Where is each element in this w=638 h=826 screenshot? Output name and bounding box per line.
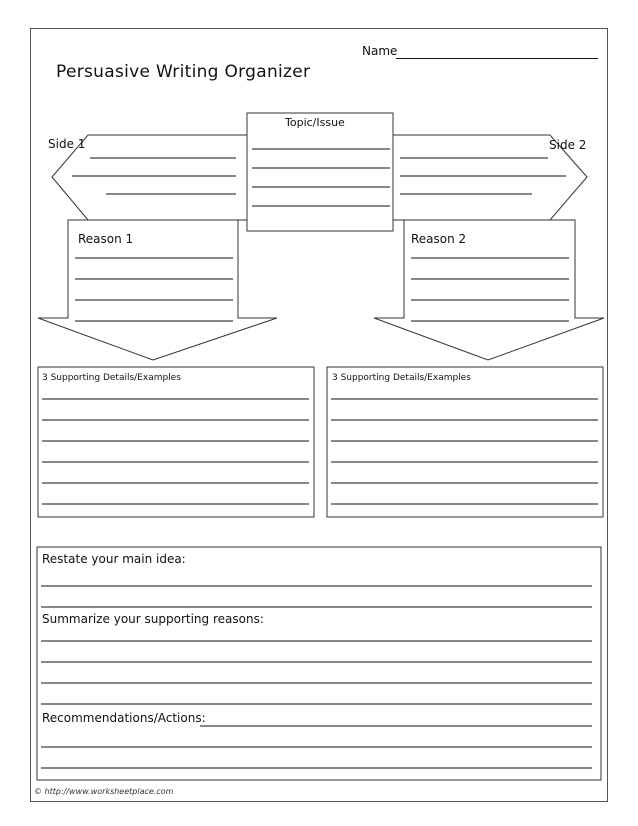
reason1-arrow xyxy=(38,220,277,360)
name-label: Name xyxy=(362,44,398,58)
details-left-label: 3 Supporting Details/Examples xyxy=(42,373,181,383)
side1-label: Side 1 xyxy=(48,137,86,151)
details-right-label: 3 Supporting Details/Examples xyxy=(332,373,471,383)
topic-box xyxy=(247,113,393,231)
reason1-label: Reason 1 xyxy=(78,232,134,246)
recommend-label: Recommendations/Actions: xyxy=(42,711,206,725)
restate-label: Restate your main idea: xyxy=(42,552,186,566)
conclusion-box xyxy=(37,547,601,780)
details-left-box xyxy=(38,367,314,517)
details-right-box xyxy=(327,367,603,517)
topic-label: Topic/Issue xyxy=(285,116,345,129)
side2-label: Side 2 xyxy=(549,138,587,152)
copyright-text: © http://www.worksheetplace.com xyxy=(34,787,174,796)
reason2-label: Reason 2 xyxy=(411,232,467,246)
page-title: Persuasive Writing Organizer xyxy=(56,62,311,82)
summarize-label: Summarize your supporting reasons: xyxy=(42,612,264,626)
details-left-lines xyxy=(42,399,309,504)
reason2-arrow xyxy=(374,220,604,360)
details-right-lines xyxy=(331,399,598,504)
